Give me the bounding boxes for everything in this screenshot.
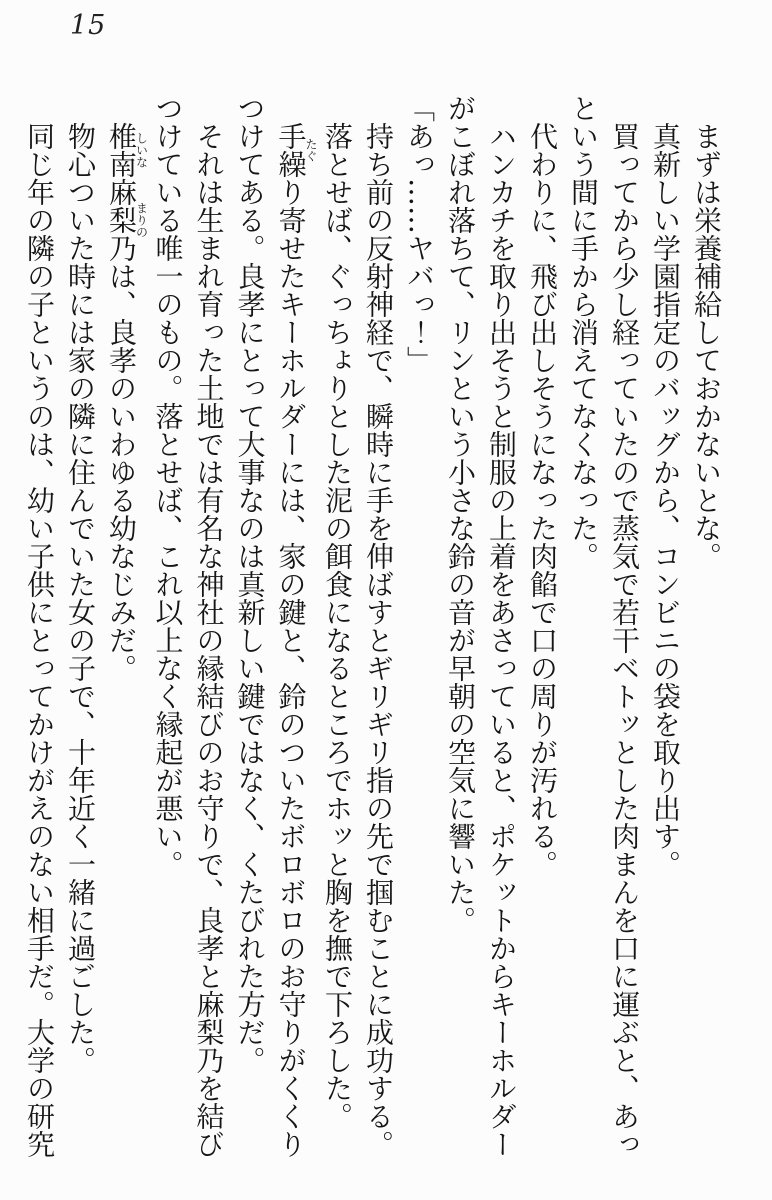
paragraph — [101, 94, 148, 1150]
text-line: がこぼれ落ちて、リンという小さな鈴の音が早朝の空気に響いた。 — [444, 94, 477, 934]
text-line: それは生まれ育った土地では有名な神社の縁結びのお守りで、良孝と麻梨乃を結び — [192, 122, 226, 1158]
body-text — [19, 94, 727, 1158]
paragraph — [358, 94, 399, 1158]
paragraph — [148, 94, 230, 1158]
text-line: つけている唯一のもの。落とせば、これ以上なく縁起が悪い。 — [151, 94, 185, 878]
text-line: つけてある。良孝にとって大事なのは真新しい鍵ではなく、くたびれた方だ。 — [233, 94, 267, 1074]
paragraph — [563, 94, 645, 1158]
paragraph — [645, 94, 686, 1150]
paragraph — [230, 94, 318, 1158]
text-line: 物心ついた時には家の隣に住んでいた女の子で、十年近く一緒に過ごした。 — [64, 122, 97, 1074]
text-line: 手繰たぐり寄せたキーホルダーには、家の鍵と、鈴のついたボロボロのお守りがくくり — [274, 122, 318, 1158]
text-line: 同じ年の隣の子というのは、幼い子供にとってかけがえのない相手だ。大学の研究 — [23, 122, 56, 1158]
page-number: 15 — [70, 10, 107, 41]
text-line: ハンカチを取り出そうと制服の上着をあさっていると、ポケットからキーホルダー — [485, 122, 518, 1158]
paragraph — [317, 94, 358, 1150]
text-line: まずは栄養補給しておかないとな。 — [690, 122, 723, 570]
paragraph — [399, 94, 440, 1150]
text-line: 落とせば、ぐっちょりとした泥の餌食になるところでホッと胸を撫で下ろした。 — [321, 122, 354, 1130]
text-line: 代わりに、飛び出しそうになった肉餡で口の周りが汚れる。 — [526, 122, 559, 878]
text-line: という間に手から消えてなくなった。 — [567, 94, 600, 570]
text-line: 真新しい学園指定のバッグから、コンビニの袋を取り出す。 — [649, 122, 682, 878]
text-line: 買ってから少し経っていたので蒸気で若干ベトッとした肉まんを口に運ぶと、あっ — [608, 122, 641, 1158]
paragraph — [686, 94, 727, 1150]
paragraph — [522, 94, 563, 1150]
text-line: 「あっ……ヤバっ！」 — [403, 94, 436, 374]
paragraph — [440, 94, 522, 1158]
paragraph — [60, 94, 101, 1150]
text-line: 持ち前の反射神経で、瞬時に手を伸ばすとギリギリ指の先で掴むことに成功する。 — [362, 122, 395, 1158]
paragraph — [19, 94, 60, 1158]
text-line: 椎南しいな麻梨乃まりのは、良孝のいわゆる幼なじみだ。 — [105, 122, 149, 682]
